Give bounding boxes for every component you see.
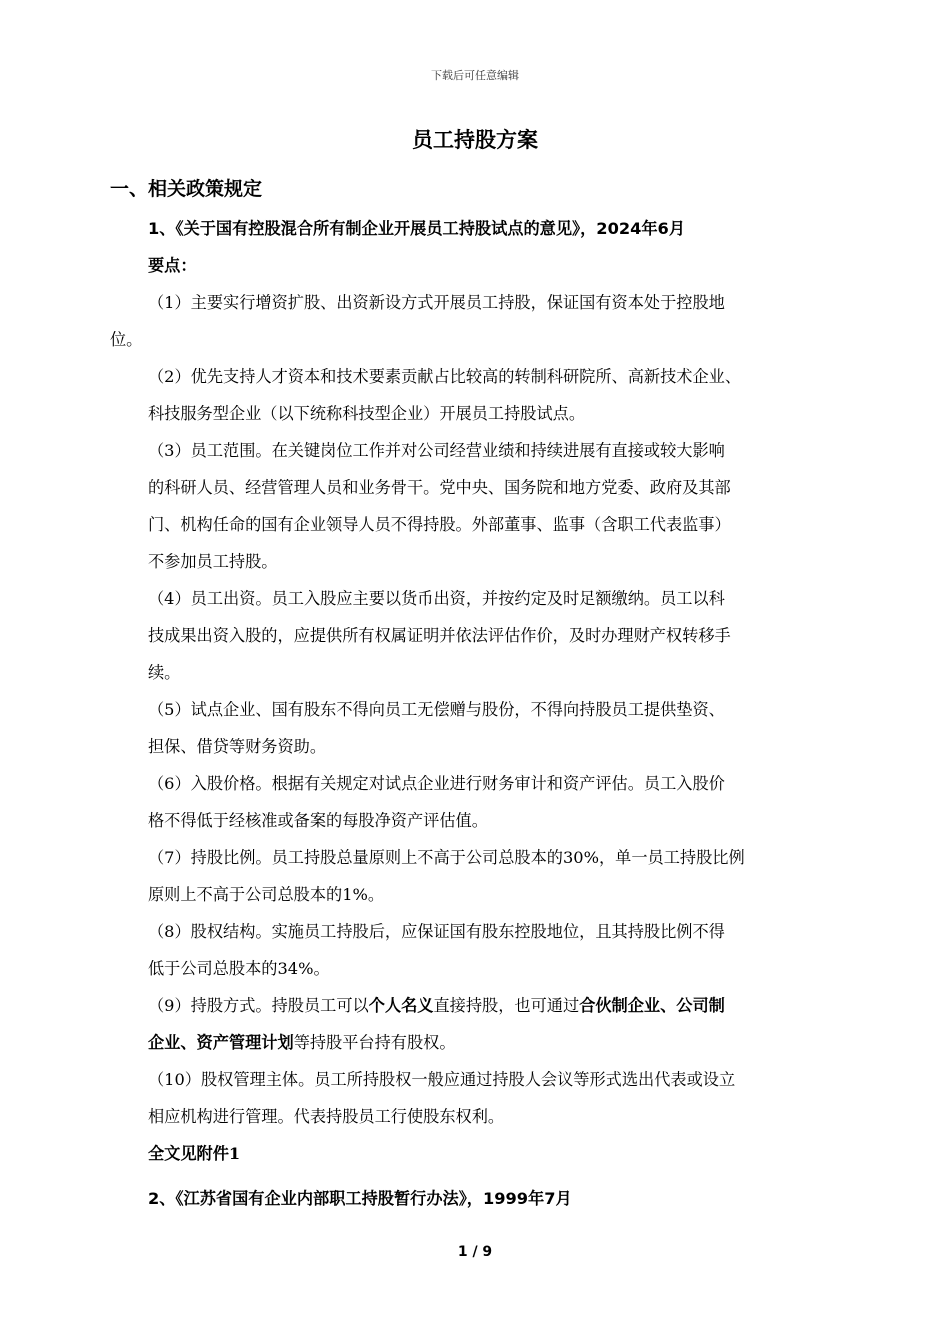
section-heading: 一、相关政策规定 — [110, 178, 263, 200]
paragraph-line: （10）股权管理主体。员工所持股权一般应通过持股人会议等形式选出代表或设立 — [148, 1070, 736, 1089]
law-title-1: 1、《关于国有控股混合所有制企业开展员工持股试点的意见》，2024年6月 — [148, 219, 686, 238]
document-body — [110, 210, 840, 1217]
paragraph-line: 技成果出资入股的，应提供所有权属证明并依法评估作价，及时办理财产权转移手 — [148, 626, 731, 645]
paragraph-line: （4）员工出资。员工入股应主要以货币出资，并按约定及时足额缴纳。员工以科 — [148, 589, 725, 608]
paragraph-line: 门、机构任命的国有企业领导人员不得持股。外部董事、监事（含职工代表监事） — [148, 515, 731, 534]
document-title: 员工持股方案 — [412, 128, 538, 152]
paragraph-line: （8）股权结构。实施员工持股后，应保证国有股东控股地位，且其持股比例不得 — [148, 922, 725, 941]
paragraph-line: 位。 — [110, 330, 143, 349]
paragraph-line: （6）入股价格。根据有关规定对试点企业进行财务审计和资产评估。员工入股价 — [148, 774, 725, 793]
text-run: 直接持股，也可通过 — [433, 996, 580, 1015]
paragraph-line: 低于公司总股本的34%。 — [148, 959, 330, 978]
paragraph-line: 科技服务型企业（以下统称科技型企业）开展员工持股试点。 — [148, 404, 586, 423]
paragraph-line: 相应机构进行管理。代表持股员工行使股东权利。 — [148, 1107, 505, 1126]
text-run: （9）持股方式。持股员工可以 — [148, 996, 369, 1015]
spacer — [110, 1172, 840, 1180]
paragraph-line: （1）主要实行增资扩股、出资新设方式开展员工持股，保证国有资本处于控股地 — [148, 293, 725, 312]
emphasis-text: 合伙制企业、公司制 — [579, 996, 725, 1015]
page-number: 1 / 9 — [457, 1244, 493, 1260]
emphasis-text: 企业、资产管理计划 — [148, 1033, 294, 1052]
law-title-2: 2、《江苏省国有企业内部职工持股暂行办法》，1999年7月 — [148, 1189, 572, 1208]
paragraph-line: （7）持股比例。员工持股总量原则上不高于公司总股本的30%，单一员工持股比例 — [148, 848, 745, 867]
text-run: 等持股平台持有股权。 — [293, 1033, 456, 1052]
paragraph-line — [110, 987, 840, 1024]
paragraph-line: 的科研人员、经营管理人员和业务骨干。党中央、国务院和地方党委、政府及其部 — [148, 478, 731, 497]
emphasis-text: 个人名义 — [368, 996, 434, 1015]
paragraph-line: （2）优先支持人才资本和技术要素贡献占比较高的转制科研院所、高新技术企业、 — [148, 367, 742, 386]
key-points-label: 要点： — [148, 256, 197, 275]
paragraph-line: （3）员工范围。在关键岗位工作并对公司经营业绩和持续进展有直接或较大影响 — [148, 441, 725, 460]
paragraph-line: 不参加员工持股。 — [148, 552, 278, 571]
paragraph-line: 续。 — [148, 663, 181, 682]
header-note: 下载后可任意编辑 — [431, 69, 519, 82]
full-text-note: 全文见附件1 — [148, 1144, 241, 1163]
paragraph-line: 担保、借贷等财务资助。 — [148, 737, 327, 756]
paragraph-line: 格不得低于经核准或备案的每股净资产评估值。 — [148, 811, 488, 830]
paragraph-line: （5）试点企业、国有股东不得向员工无偿赠与股份，不得向持股员工提供垫资、 — [148, 700, 725, 719]
paragraph-line: 原则上不高于公司总股本的1%。 — [148, 885, 385, 904]
paragraph-line — [110, 1024, 840, 1061]
